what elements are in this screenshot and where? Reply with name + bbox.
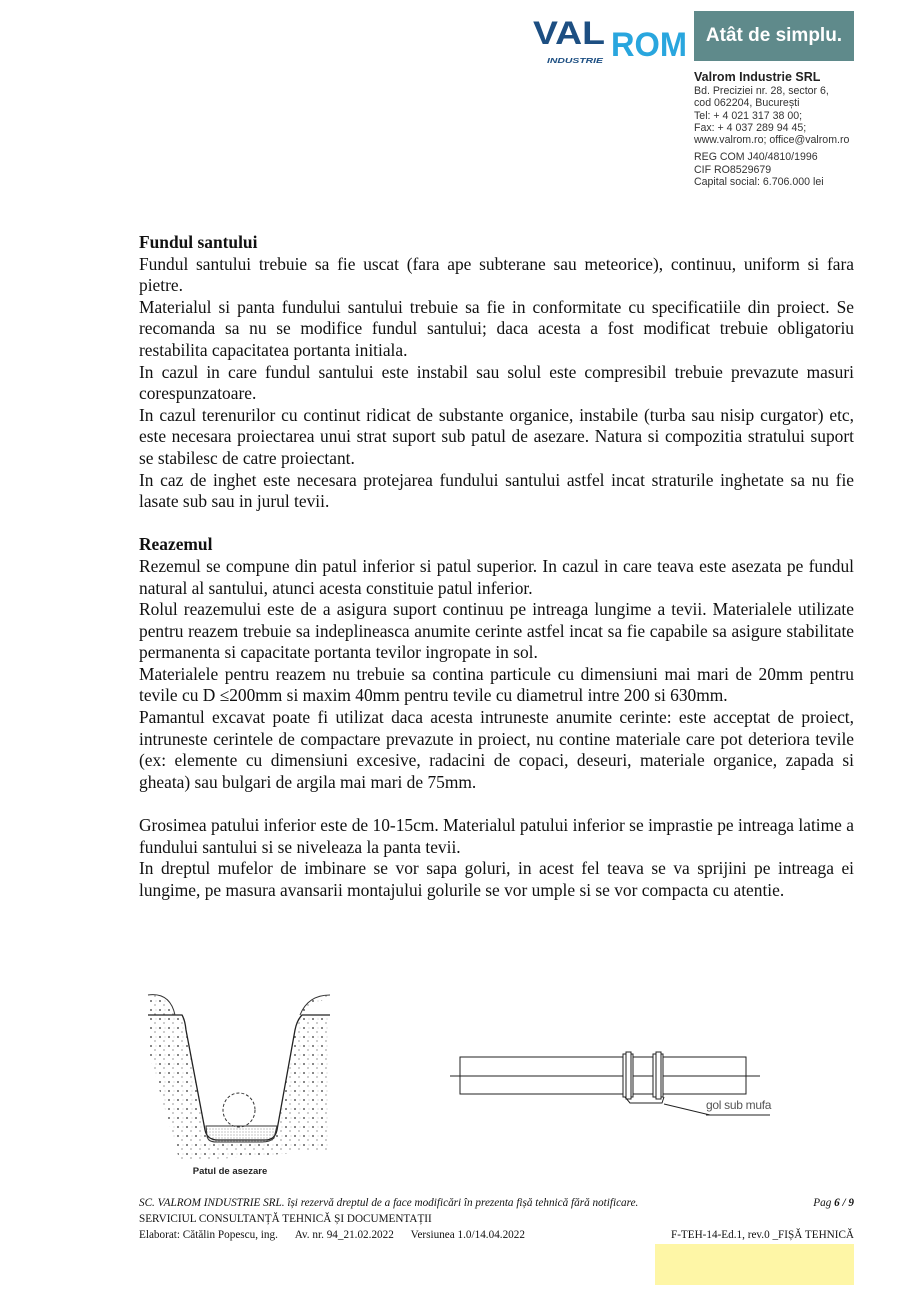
address-line: cod 062204, București — [694, 97, 800, 110]
pipe-label: gol sub mufa — [706, 1098, 772, 1112]
logo-rom: ROM — [611, 26, 687, 64]
registry-line: REG COM J40/4810/1996 — [694, 151, 818, 164]
footer-disclaimer — [139, 1196, 854, 1211]
logo-val: VAL — [533, 16, 605, 51]
section-heading: Reazemul — [139, 534, 213, 555]
paragraph: Grosimea patului inferior este de 10-15cm. Materialul patului inferior se imprastie pe intreaga latime a fundului santului si se niveleaza la panta tevii. — [139, 815, 854, 857]
disclaimer-text: SC. VALROM INDUSTRIE SRL. își rezervă dreptul de a face modificări în prezenta fișă tehnică fără notificare. — [139, 1197, 639, 1209]
paragraph: In dreptul mufelor de imbinare se vor sapa goluri, in acest fel teava se va sprijini pe intreaga ei lungime, pe masura avansarii montajului golurile se vor umple si se vor compacta cu atentie. — [139, 858, 854, 900]
doc-code: F-TEH-14-Ed.1, rev.0 _FIȘĂ TEHNICĂ — [670, 1229, 854, 1241]
registry-line: Capital social: 6.706.000 lei — [694, 176, 824, 189]
paragraph: Pamantul excavat poate fi utilizat daca acesta intruneste anumite cerinte: este acceptat de proiect, intruneste cerintele de compactare prevazute in proiect, nu contine materiale care pot deteriora tevile (ex: elemente cu dimensiuni excesive, radacini de copaci, deseuri, materiale organice, zapada si gheata) sau bulgari de argila mai mari de 75mm. — [139, 707, 854, 792]
page-current: 6 — [834, 1197, 840, 1209]
address-line: Bd. Preciziei nr. 28, sector 6, — [694, 85, 829, 97]
paragraph: Fundul santului trebuie sa fie uscat (fara ape subterane sau meteorice), continuu, uniform si fara pietre. — [139, 253, 854, 296]
paragraph: Rolul reazemului este de a asigura suport continuu pe intreaga lungime a tevii. Materialele utilizate pentru reazem trebuie sa indeplineasca anumite cerinte astfel incat sa fie capabile sa asigure stabilitate permanenta si capacitate portanta tevilor ingropate in sol. — [139, 599, 854, 663]
company-info — [694, 70, 849, 188]
paragraph: Materialul si panta fundului santului trebuie sa fie in conformitate cu specificatiile din proiect. Se recomanda sa nu se modifice fundul santului; daca acesta a fost modificat trebuie obligatoriu restabilita capacitatea portanta initiala. — [139, 296, 854, 360]
phone-line: Tel: + 4 021 317 38 00; — [694, 109, 803, 122]
trench-caption: Patul de asezare — [192, 1166, 268, 1177]
paragraph: In cazul terenurilor cu continut ridicat de substante organice, instabile (turba sau nisip curgator) etc, este necesara proiectarea unui strat suport sub patul de asezare. Natura si compozitia stratului suport se stabilesc de catre proiectant. — [139, 404, 854, 468]
approval: Av. nr. 94_21.02.2022 — [294, 1229, 394, 1241]
logo-sub: INDUSTRIE — [547, 58, 604, 65]
valrom-logo — [533, 16, 688, 66]
fax-line: Fax: + 4 037 289 94 45; — [694, 121, 807, 134]
tagline: Atât de simplu. — [694, 11, 854, 61]
footer-meta — [139, 1228, 854, 1243]
section-heading: Fundul santului — [139, 232, 258, 252]
version: Versiunea 1.0/14.04.2022 — [410, 1229, 525, 1241]
paragraph: In caz de inghet este necesara protejarea fundului santului astfel incat straturile inghetate sa nu fie lasate sub sau in jurul tevii. — [139, 469, 854, 512]
company-name: Valrom Industrie SRL — [694, 70, 821, 84]
page-total: 9 — [848, 1197, 854, 1209]
registry-line: CIF RO8529679 — [694, 163, 772, 176]
page-number — [813, 1196, 854, 1211]
web-email-line: www.valrom.ro; office@valrom.ro — [694, 134, 850, 147]
paragraph: Rezemul se compune din patul inferior si patul superior. In cazul in care teava este asezata pe fundul natural al santului, atunci acesta constituie patul inferior. — [139, 555, 854, 598]
page-separator: / — [839, 1197, 849, 1209]
page-prefix: Pag — [813, 1197, 835, 1209]
highlight-box — [655, 1244, 854, 1285]
footer-department: SERVICIUL CONSULTANȚĂ TEHNICĂ ȘI DOCUMENTAȚII — [139, 1213, 432, 1225]
paragraph: In cazul in care fundul santului este instabil sau solul este compresibil trebuie prevazute masuri corespunzatoare. — [139, 361, 854, 404]
trench-diagram — [140, 990, 335, 1165]
paragraph: Materialele pentru reazem nu trebuie sa contina particule cu dimensiuni mai mari de 20mm pentru tevile cu D ≤200mm si maxim 40mm pentru tevile cu diametrul intre 200 si 630mm. — [139, 663, 854, 706]
body-text — [139, 232, 854, 901]
author: Elaborat: Cătălin Popescu, ing. — [139, 1229, 278, 1241]
